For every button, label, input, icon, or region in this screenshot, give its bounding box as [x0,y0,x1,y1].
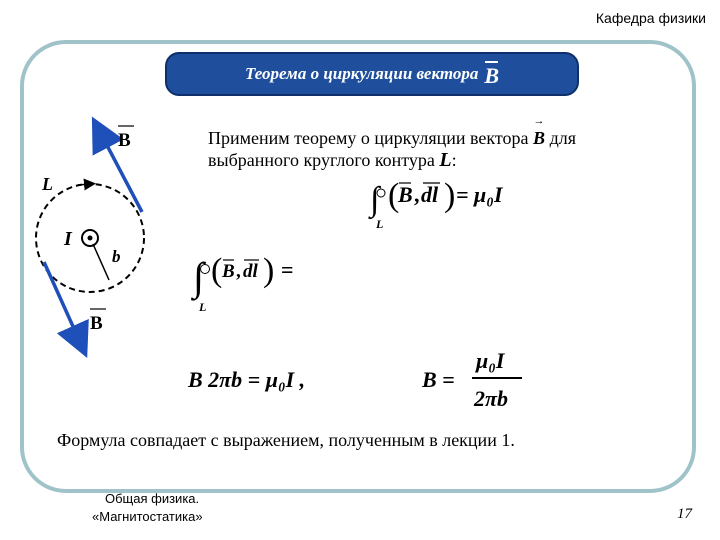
formula-2-b: B [222,261,235,282]
formula-2-comma: , [236,261,241,282]
diagram-label-i: I [64,228,72,250]
integral-sign-1: ∫ [370,181,380,218]
body-line-1-tail: для [549,128,576,148]
paren-close-2: ) [263,252,275,289]
equation-b-lhs: B = [422,367,455,392]
formula-1-dl: dl [421,182,439,207]
page-number: 17 [677,506,692,522]
diagram-label-l: L [42,174,53,194]
diagram-label-b: b [112,247,121,266]
body-line-2-contour: L [439,149,452,171]
body-line-2-tail: : [451,150,457,170]
course-footer [92,490,203,526]
current-dot-icon [88,236,93,241]
title-text: Теорема о циркуляции вектора [244,64,479,83]
formula-2-equals: = [281,257,294,282]
circulation-formula-2 [190,252,294,314]
diagram-label-b-bottom: B [90,313,103,334]
paren-open-2: ( [211,252,223,289]
body-line-1-text: Применим теорему о циркуляции вектора [208,128,529,148]
circulation-formula-1 [368,177,504,231]
course-line-1: Общая физика. [105,491,200,506]
department-label: Кафедра физики [595,10,706,26]
formula-2-dl: dl [243,261,258,282]
equation-b-numerator: μ₀I [476,348,505,373]
body-line-1-vector: → B [533,128,545,149]
title-vector-b: B [484,59,499,89]
conclusion-text: Формула совпадает с выражением, полученным в лекции 1. [57,430,515,450]
b-vector-bottom-arrow [44,262,80,342]
equation-b-denominator: 2πb [474,386,509,411]
formula-1-rhs: = μ₀I [456,182,503,207]
contour-direction-arrow [78,184,90,185]
formula-1-b: B [398,182,413,207]
integral-sign-2: ∫ [193,254,204,299]
integral-subscript-2: L [199,300,207,314]
diagram-label-b-top: B [118,130,131,151]
equation-ampere-result: B 2πb = μ₀I , [188,367,306,392]
integral-subscript-1: L [376,217,384,231]
paren-open-1: ( [388,177,400,214]
formula-1-comma: , [414,182,420,207]
radius-line [93,244,109,280]
body-line-2-text: выбранного круглого контура [208,150,435,170]
course-line-2: «Магнитостатика» [92,509,203,524]
paren-close-1: ) [444,177,456,214]
